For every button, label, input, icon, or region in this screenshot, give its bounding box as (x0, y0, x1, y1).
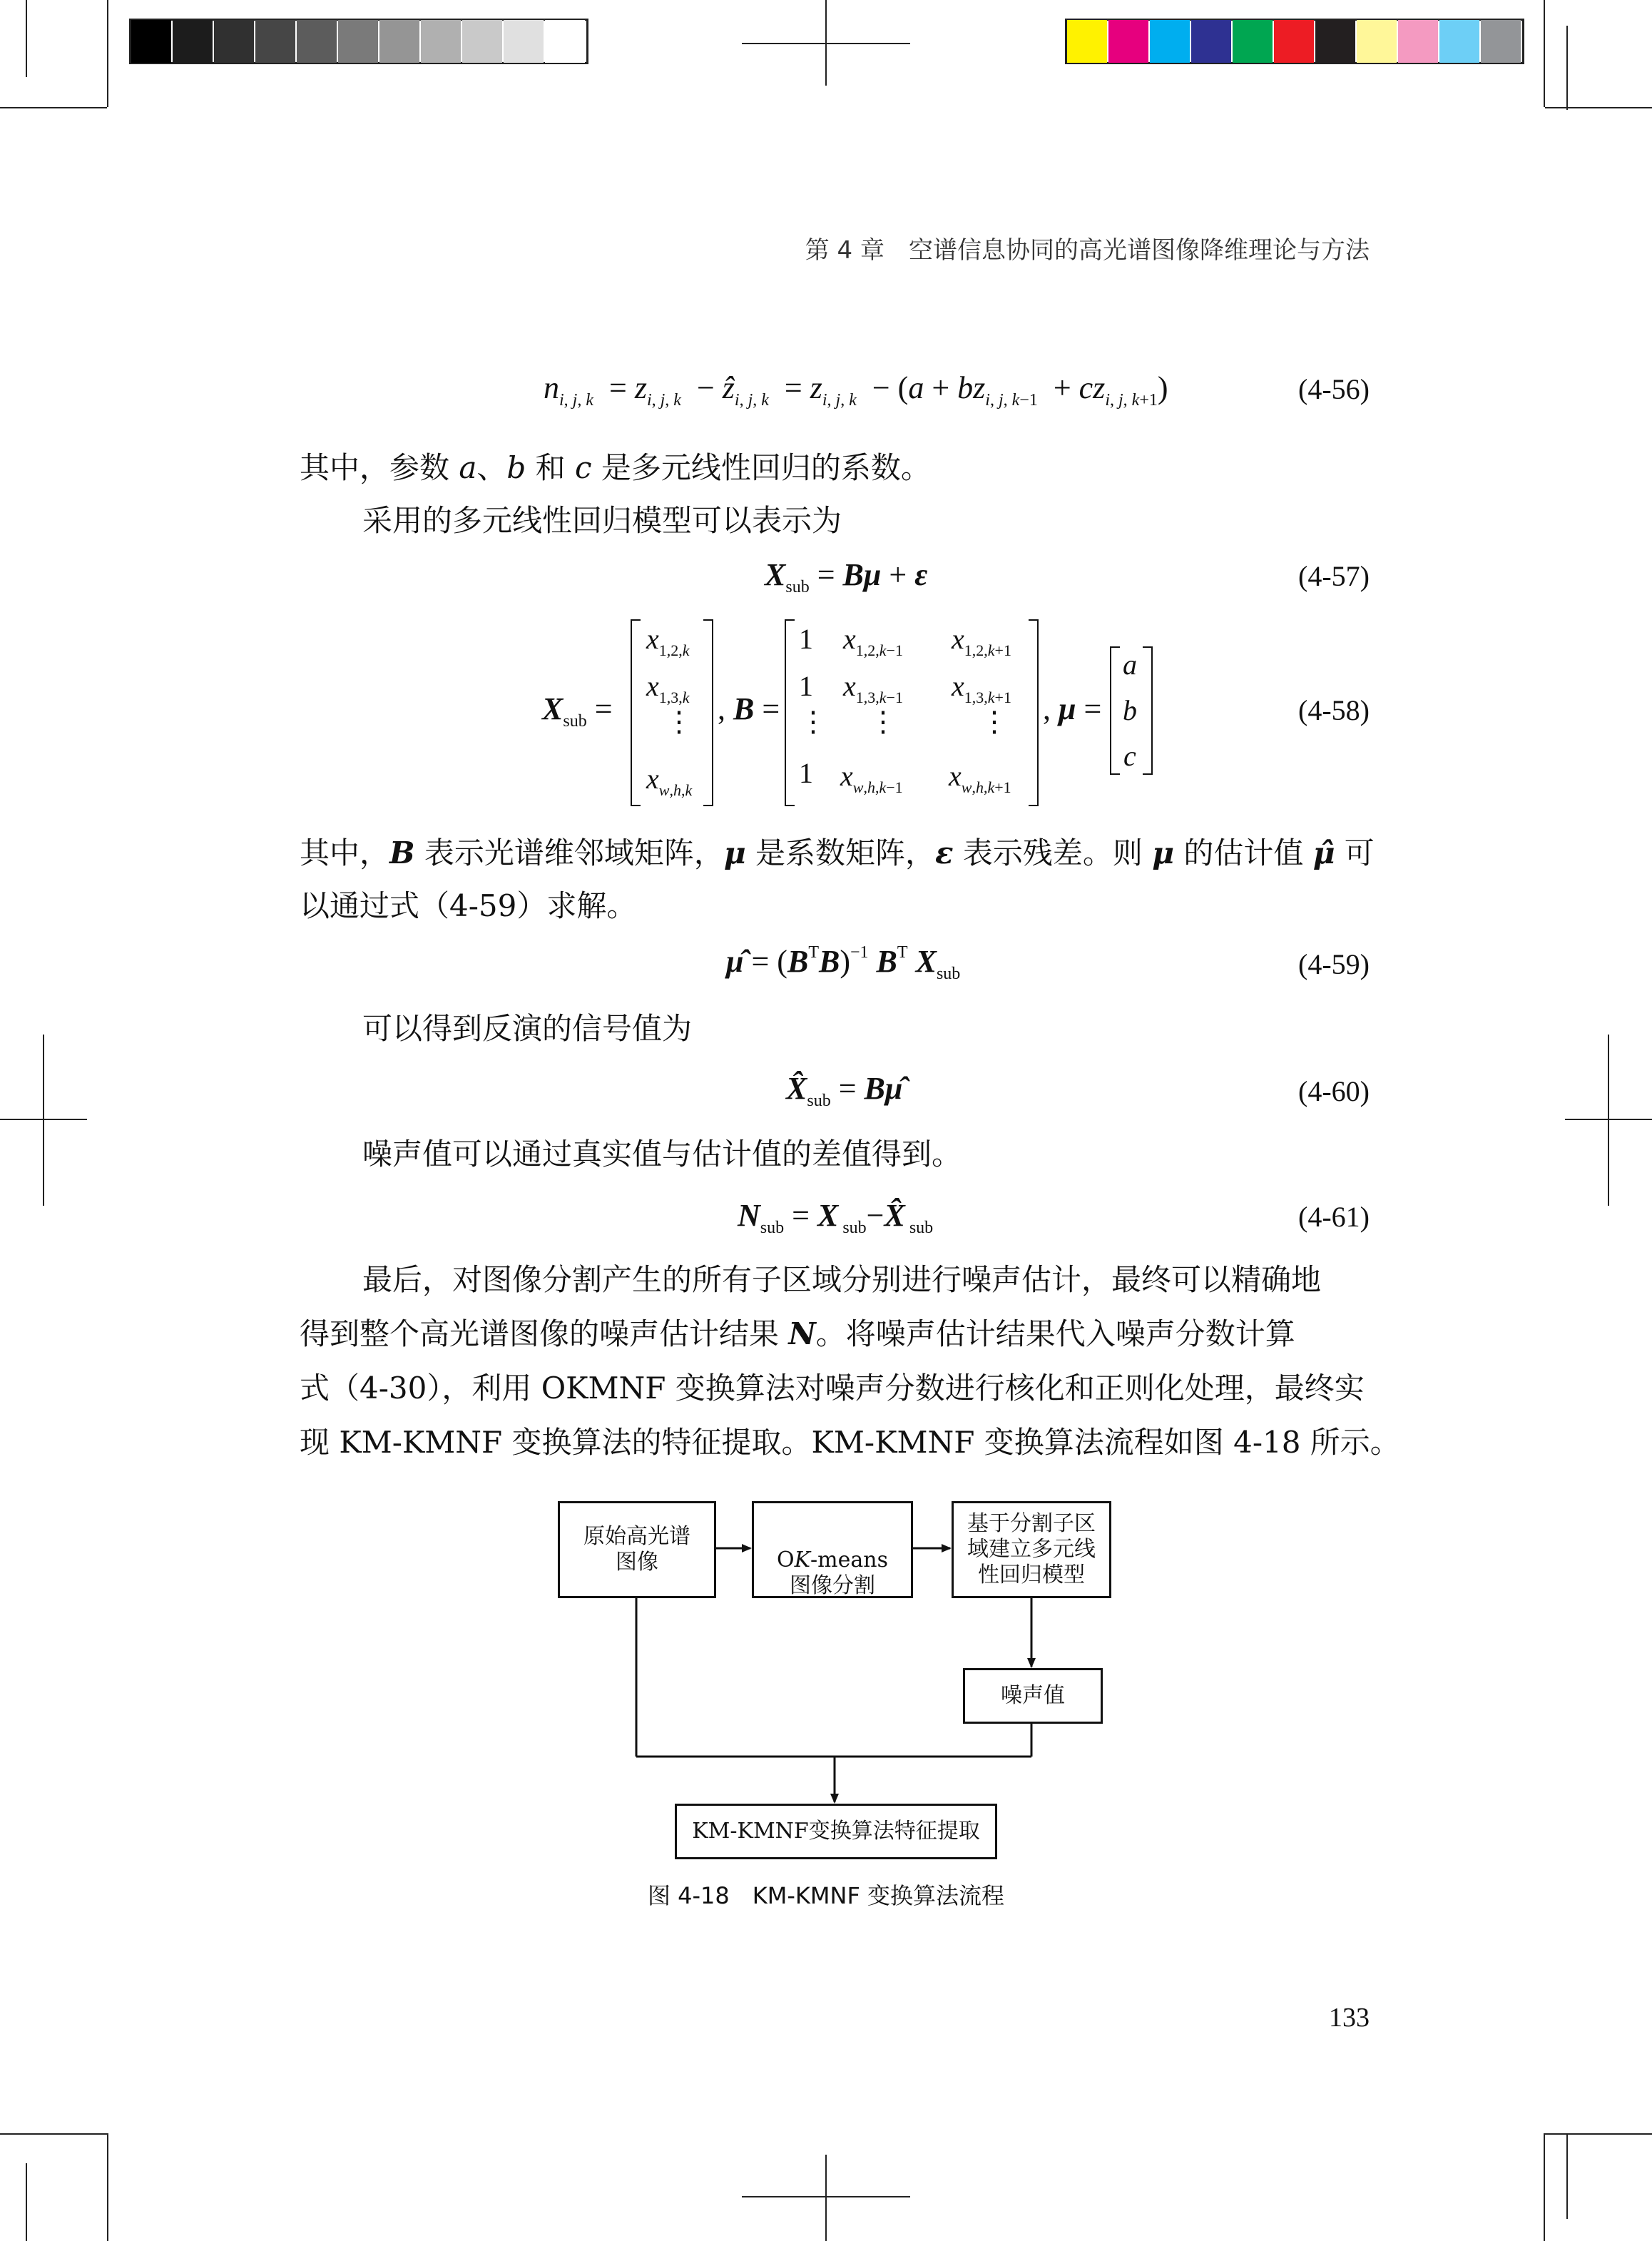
equation-number: (4-59) (1298, 948, 1370, 980)
figure-caption: 图 4-18 KM-KMNF 变换算法流程 (647, 1882, 1005, 1909)
paragraph: 最后，对图像分割产生的所有子区域分别进行噪声估计，最终可以精确地 (362, 1262, 1322, 1297)
equation-number: (4-56) (1298, 373, 1370, 405)
text-run: 表示残差。则 (953, 835, 1153, 870)
text-run: 。将噪声估计结果代入噪声分数计算 (815, 1316, 1295, 1351)
matrix-b: 1 $x_{1,2,k-1}$ $x_{1,2,k+1}$ 1 $x_{1,3,k-1}$ $x_{1,3,k+1}$ ⋮ ⋮ ⋮ 1 $x_{w,h,k-1}$ $x_{w,h,k+1}$ (785, 619, 1039, 806)
equation-4-56: $n_{i,}$ $_{j,}$ $_k = z_{i,}$ $_{j,}$ $_k$ − ẑ$_{i,}$ $_{j,}$ $_k = z_{i,}$ $_{j,}$ $_k - (a + bz_{i,}$ $_{j,}$ $_{k-1} + cz_{i,}$ $_{j,}$ $_{k+1}$) (544, 370, 1168, 410)
text-run: 的估计值 (1173, 835, 1313, 870)
flow-box-regression-model: 基于分割子区 域建立多元线 性回归模型 (952, 1501, 1111, 1598)
text-run: 表示光谱维邻域矩阵， (414, 835, 724, 870)
equation-number: (4-58) (1298, 694, 1370, 726)
matrix-x-sub: $x_{1,2,k}$ $x_{1,3,k}$ ⋮ $x_{w,h,k}$ (631, 619, 713, 806)
flow-box-noise-value: 噪声值 (963, 1668, 1103, 1724)
text-run: 和 (526, 450, 576, 485)
text-run: K (794, 1548, 811, 1572)
text-run: 是系数矩阵， (745, 835, 935, 870)
flow-box-feature-extraction: KM-KMNF变换算法特征提取 (675, 1804, 997, 1859)
equation-4-60: $X̂_{sub}$ = Bμ̂ (786, 1071, 903, 1110)
text-run: 是多元线性回归的系数。 (591, 450, 931, 485)
text-run: 其中， (300, 835, 390, 870)
text-run: O (777, 1548, 795, 1572)
paragraph: 式（4-30），利用 OKMNF 变换算法对噪声分数进行核化和正则化处理，最终实 (300, 1371, 1365, 1406)
paragraph: 采用的多元线性回归模型可以表示为 (362, 503, 842, 538)
equation-number: (4-60) (1298, 1075, 1370, 1107)
paragraph: 以通过式（4-59）求解。 (300, 888, 637, 923)
paragraph: 其中，B 表示光谱维邻域矩阵，μ 是系数矩阵，ε 表示残差。则 μ 的估计值 μ̂ 可 (300, 835, 1375, 870)
text-run: 得到整个高光谱图像的噪声估计结果 (300, 1316, 789, 1351)
paragraph: 噪声值可以通过真实值与估计值的差值得到。 (362, 1137, 962, 1172)
text-run: 、 (476, 450, 507, 485)
paragraph: 其中，参数 a、b 和 c 是多元线性回归的系数。 (300, 450, 931, 485)
running-header: 第 4 章 空谱信息协同的高光谱图像降维理论与方法 (805, 236, 1370, 265)
paragraph: 现 KM-KMNF 变换算法的特征提取。KM-KMNF 变换算法流程如图 4-18 所示。 (300, 1425, 1400, 1460)
text-run: 其中，参数 (300, 450, 459, 485)
equation-number: (4-57) (1298, 560, 1370, 592)
paragraph: 可以得到反演的信号值为 (362, 1011, 693, 1046)
equation-4-59: μ̂ = $(B^TB)^{-1}$ $B^T$ $X_{sub}$ (726, 943, 961, 983)
paragraph: 得到整个高光谱图像的噪声估计结果 N。将噪声估计结果代入噪声分数计算 (300, 1316, 1295, 1351)
flow-box-okmeans-segmentation (752, 1501, 913, 1598)
page-number: 133 (1329, 2003, 1370, 2033)
flow-box-original-image: 原始高光谱 图像 (558, 1501, 716, 1598)
equation-4-61: $N_{sub} = X$ $_{sub}$−X̂ $_{sub}$ (738, 1198, 934, 1237)
text-run: -means 图像分割 (790, 1548, 888, 1598)
equation-number: (4-61) (1298, 1201, 1370, 1233)
text-run: 可 (1335, 835, 1375, 870)
matrix-mu: a b c (1110, 646, 1153, 775)
equation-4-57: $X_{sub} = B\mu + \varepsilon$ (765, 557, 928, 596)
